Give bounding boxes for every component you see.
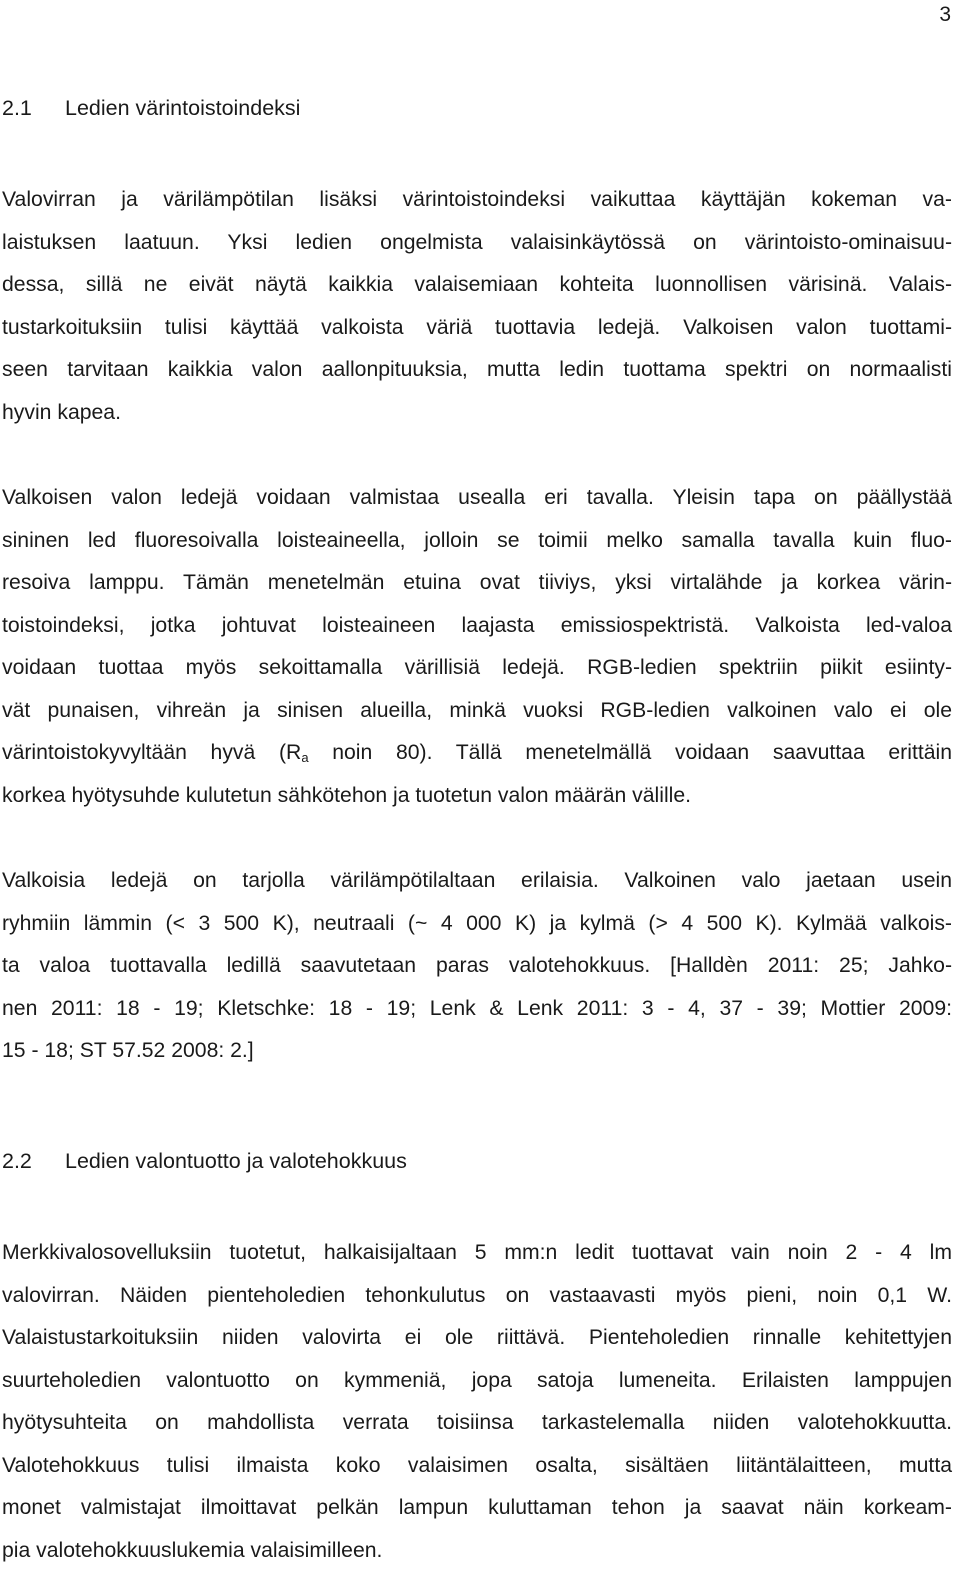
text-line: ta valoa tuottavalla ledillä saavutetaan paras valotehokkuus. [Halldèn 2011: 25; Jahko- [2,954,952,977]
section-heading-2-1 [2,95,300,121]
ra-before: värintoistokyvyltään hyvä (R [2,741,302,764]
section-title: Ledien värintoistoindeksi [65,96,301,120]
paragraph [2,477,952,817]
text-line: ryhmiin lämmin (< 3 500 K), neutraali (~ 4 000 K) ja kylmä (> 4 500 K). Kylmää valkois- [2,911,952,935]
text-line: pia valotehokkuuslukemia valaisimilleen. [2,1538,383,1562]
text-line: valovirran. Näiden pienteholedien tehonkulutus on vastaavasti myös pieni, noin 0,1 W. [2,1283,952,1307]
text-line: Valotehokkuus tulisi ilmaista koko valaisimen osalta, sisältäen liitäntälaitteen, mutta [2,1453,952,1477]
text-line: Valkoisen valon ledejä voidaan valmistaa usealla eri tavalla. Yleisin tapa on päällystää [2,486,952,509]
text-line-ra [2,732,952,775]
text-line: voidaan tuottaa myös sekoittamalla värillisiä ledejä. RGB-ledien spektriin piikit esiinty- [2,656,952,679]
section-number: 2.1 [2,96,32,120]
paragraph [2,179,952,434]
text-line: suurteholedien valontuotto on kymmeniä, jopa satoja lumeneita. Erilaisten lamppujen [2,1368,952,1392]
text-line: hyvin kapea. [2,400,121,424]
text-line: sininen led fluoresoivalla loisteaineella, jolloin se toimii melko samalla tavalla kuin fluo- [2,528,952,552]
page-number: 3 [939,3,951,26]
text-line: hyötysuhteita on mahdollista verrata toisiinsa tarkastelemalla niiden valotehokkuutta. [2,1411,952,1434]
text-line: 15 - 18; ST 57.52 2008: 2.] [2,1039,254,1062]
paragraph [2,860,952,1073]
section-heading-2-2 [2,1148,407,1174]
text-line: Valaistustarkoituksiin niiden valovirta ei ole riittävä. Pienteholedien rinnalle kehitettyjen [2,1326,952,1349]
text-line: monet valmistajat ilmoittavat pelkän lampun kuluttaman tehon ja saavat näin korkeam- [2,1496,952,1519]
text-line: toistoindeksi, jotka johtuvat loisteaineen laajasta emissiospektristä. Valkoista led-valoa [2,613,952,637]
ra-subscript: a [301,750,309,765]
text-line: tustarkoituksiin tulisi käyttää valkoista väriä tuottavia ledejä. Valkoisen valon tuottami- [2,315,952,339]
text-line: korkea hyötysuhde kulutetun sähkötehon ja tuotetun valon määrän välille. [2,783,692,807]
text-line: dessa, sillä ne eivät näytä kaikkia valaisemiaan kohteita luonnollisen värisinä. Valais- [2,273,952,296]
ra-after: noin 80). Tällä menetelmällä voidaan saavuttaa erittäin [308,741,952,764]
text-line: Valkoisia ledejä on tarjolla värilämpötilaltaan erilaisia. Valkoinen valo jaetaan usein [2,869,952,892]
text-line: resoiva lamppu. Tämän menetelmän etuina ovat tiiviys, yksi virtalähde ja korkea värin- [2,571,952,594]
section-number: 2.2 [2,1149,32,1173]
text-line: Valovirran ja värilämpötilan lisäksi värintoistoindeksi vaikuttaa käyttäjän kokeman va- [2,188,952,211]
text-line: nen 2011: 18 - 19; Kletschke: 18 - 19; Lenk & Lenk 2011: 3 - 4, 37 - 39; Mottier 2009: [2,996,952,1020]
text-line: vät punaisen, vihreän ja sinisen alueilla, minkä vuoksi RGB-ledien valkoinen valo ei ole [2,698,952,722]
text-line: seen tarvitaan kaikkia valon aallonpituuksia, mutta ledin tuottama spektri on normaalisti [2,358,952,381]
section-title: Ledien valontuotto ja valotehokkuus [65,1149,407,1173]
paragraph [2,1232,952,1572]
text-line: Merkkivalosovelluksiin tuotetut, halkaisijaltaan 5 mm:n ledit tuottavat vain noin 2 - 4 lm [2,1241,952,1264]
text-line: laistuksen laatuun. Yksi ledien ongelmista valaisinkäytössä on värintoisto-ominaisuu- [2,230,952,254]
